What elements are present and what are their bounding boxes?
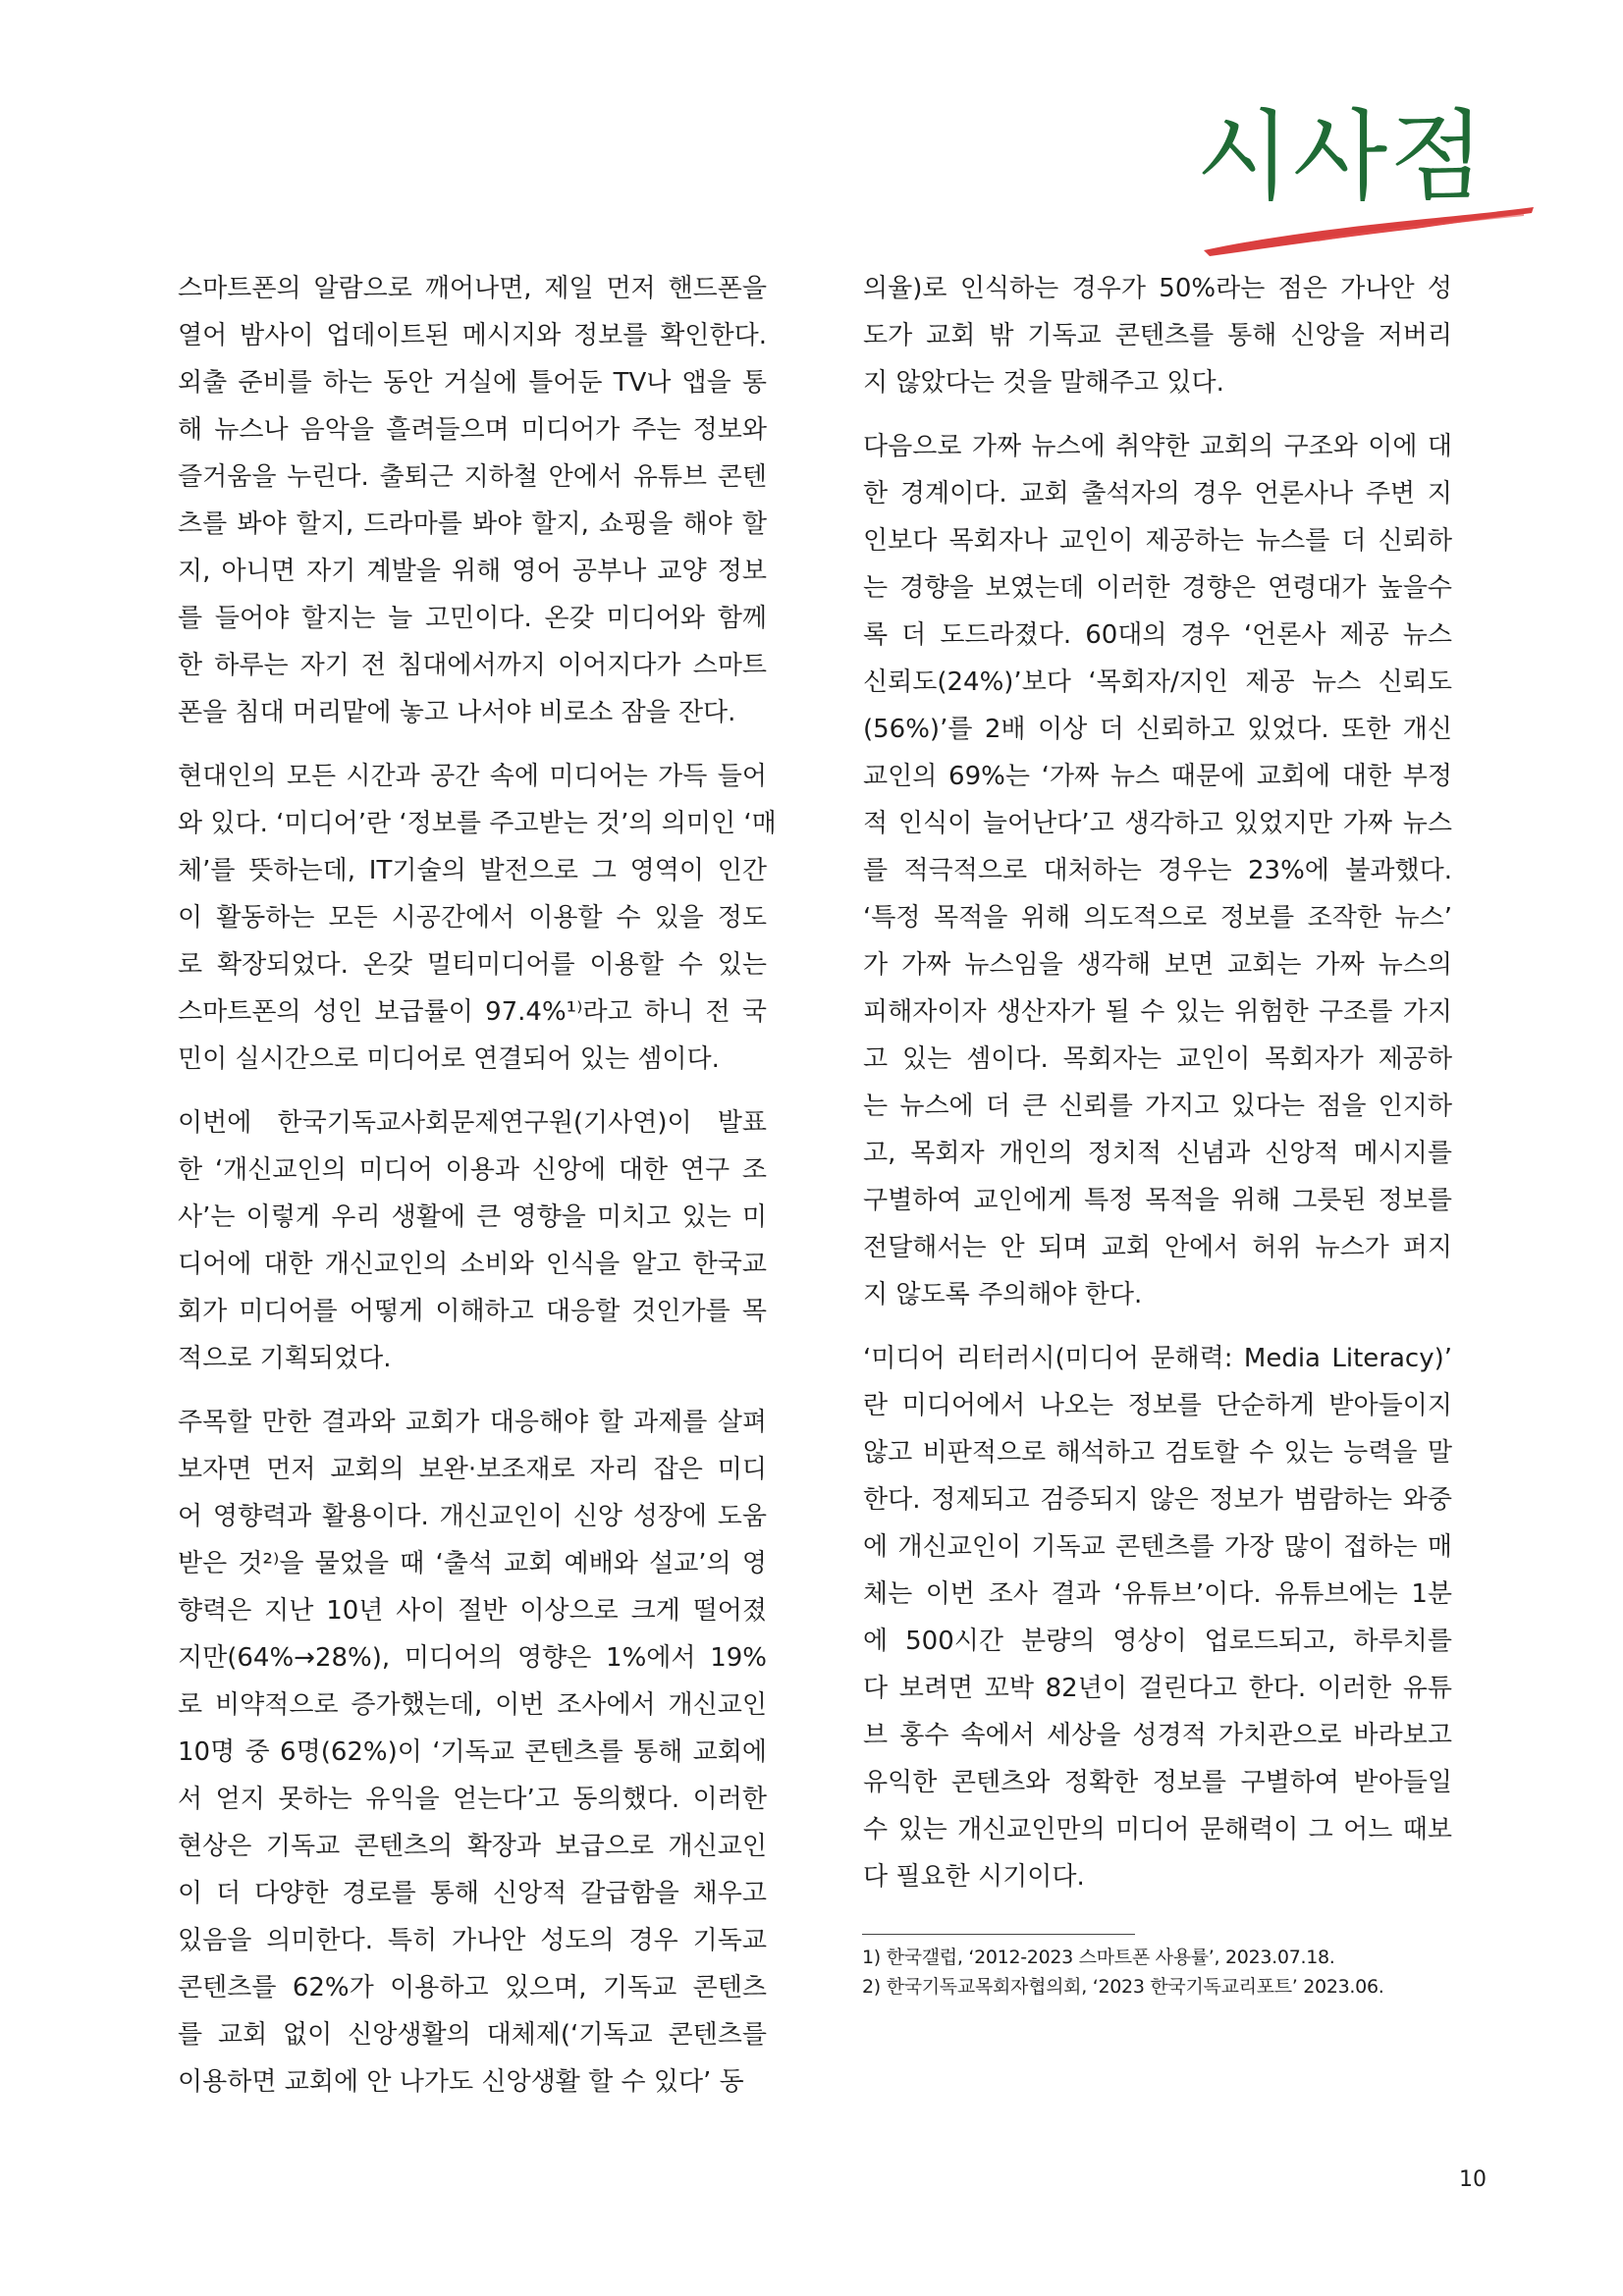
text-line: 를 교회 없이 신앙생활의 대체제(‘기독교 콘텐츠를: [178, 2020, 767, 2050]
text-line: 지 않도록 주의해야 한다.: [863, 1280, 1143, 1309]
right-paragraph: [863, 265, 1452, 406]
text-line: 이 더 다양한 경로를 통해 신앙적 갈급함을 채우고: [178, 1879, 767, 1908]
left-paragraph: [178, 1399, 767, 2106]
text-line: 향력은 지난 10년 사이 절반 이상으로 크게 떨어졌: [178, 1596, 767, 1626]
text-line: 스마트폰의 성인 보급률이 97.4%¹⁾라고 하니 전 국: [178, 997, 767, 1027]
text-line: 이 활동하는 모든 시공간에서 이용할 수 있을 정도: [178, 903, 767, 933]
text-line: 가 가짜 뉴스임을 생각해 보면 교회는 가짜 뉴스의: [863, 950, 1452, 980]
text-line: 적 인식이 늘어난다’고 생각하고 있었지만 가짜 뉴스: [863, 809, 1452, 838]
page-number: 10: [1459, 2167, 1487, 2192]
text-line: 고, 목회자 개인의 정치적 신념과 신앙적 메시지를: [863, 1139, 1452, 1168]
text-line: 다 보려면 꼬박 82년이 걸린다고 한다. 이러한 유튜: [863, 1674, 1452, 1703]
text-line: 체’를 뜻하는데, IT기술의 발전으로 그 영역이 인간: [178, 856, 767, 885]
footnote-2: 2) 한국기독교목회자협의회, ‘2023 한국기독교리포트’ 2023.06.: [862, 1976, 1384, 1998]
text-line: 해 뉴스나 음악을 흘려들으며 미디어가 주는 정보와: [178, 415, 767, 445]
text-line: 에 개신교인이 기독교 콘텐츠를 가장 많이 접하는 매: [863, 1532, 1452, 1562]
text-line: 로 비약적으로 증가했는데, 이번 조사에서 개신교인: [178, 1690, 767, 1720]
text-line: 를 들어야 할지는 늘 고민이다. 온갖 미디어와 함께: [178, 604, 767, 633]
text-line: 지 않았다는 것을 말해주고 있다.: [863, 368, 1224, 398]
text-line: 적으로 기획되었다.: [178, 1344, 392, 1373]
text-line: 한다. 정제되고 검증되지 않은 정보가 범람하는 와중: [863, 1485, 1452, 1515]
right-paragraph: [863, 1335, 1452, 1900]
text-line: 즐거움을 누린다. 출퇴근 지하철 안에서 유튜브 콘텐: [178, 462, 767, 492]
text-line: 어 영향력과 활용이다. 개신교인이 신앙 성장에 도움: [178, 1502, 767, 1531]
text-line: 는 뉴스에 더 큰 신뢰를 가지고 있다는 점을 인지하: [863, 1092, 1452, 1121]
text-line: 폰을 침대 머리맡에 놓고 나서야 비로소 잠을 잔다.: [178, 698, 736, 727]
text-line: 보자면 먼저 교회의 보완·보조재로 자리 잡은 미디: [178, 1455, 767, 1484]
left-paragraph: [178, 265, 767, 736]
text-line: 인보다 목회자나 교인이 제공하는 뉴스를 더 신뢰하: [863, 526, 1452, 556]
text-line: 이번에 한국기독교사회문제연구원(기사연)이 발표: [178, 1108, 767, 1138]
text-line: ‘미디어 리터러시(미디어 문해력: Media Literacy)’: [863, 1344, 1452, 1373]
text-line: 고 있는 셈이다. 목회자는 교인이 목회자가 제공하: [863, 1044, 1452, 1074]
text-line: 지, 아니면 자기 계발을 위해 영어 공부나 교양 정보: [178, 557, 767, 586]
text-line: 스마트폰의 알람으로 깨어나면, 제일 먼저 핸드폰을: [178, 274, 767, 303]
text-line: 있음을 의미한다. 특히 가나안 성도의 경우 기독교: [178, 1926, 767, 1955]
text-line: 구별하여 교인에게 특정 목적을 위해 그릇된 정보를: [863, 1186, 1452, 1215]
text-line: 콘텐츠를 62%가 이용하고 있으며, 기독교 콘텐츠: [178, 1973, 767, 2002]
text-line: 회가 미디어를 어떻게 이해하고 대응할 것인가를 목: [178, 1297, 767, 1326]
text-line: ‘특정 목적을 위해 의도적으로 정보를 조작한 뉴스’: [863, 903, 1452, 933]
text-line: 한 하루는 자기 전 침대에서까지 이어지다가 스마트: [178, 651, 767, 680]
text-line: 지만(64%→28%), 미디어의 영향은 1%에서 19%: [178, 1643, 767, 1673]
text-line: 디어에 대한 개신교인의 소비와 인식을 알고 한국교: [178, 1250, 767, 1279]
text-line: 외출 준비를 하는 동안 거실에 틀어둔 TV나 앱을 통: [178, 368, 767, 398]
text-line: 열어 밤사이 업데이트된 메시지와 정보를 확인한다.: [178, 321, 767, 350]
section-title: 시사점: [1196, 99, 1487, 214]
text-line: 란 미디어에서 나오는 정보를 단순하게 받아들이지: [863, 1391, 1452, 1420]
text-line: 를 적극적으로 대처하는 경우는 23%에 불과했다.: [863, 856, 1452, 885]
text-line: 는 경향을 보였는데 이러한 경향은 연령대가 높을수: [863, 573, 1452, 603]
text-line: 피해자이자 생산자가 될 수 있는 위험한 구조를 가지: [863, 997, 1452, 1027]
text-line: 현상은 기독교 콘텐츠의 확장과 보급으로 개신교인: [178, 1832, 767, 1861]
text-line: 교인의 69%는 ‘가짜 뉴스 때문에 교회에 대한 부정: [863, 762, 1452, 791]
text-line: (56%)’를 2배 이상 더 신뢰하고 있었다. 또한 개신: [863, 715, 1452, 744]
text-line: 도가 교회 밖 기독교 콘텐츠를 통해 신앙을 저버리: [863, 321, 1452, 350]
text-line: 않고 비판적으로 해석하고 검토할 수 있는 능력을 말: [863, 1438, 1452, 1468]
text-line: 와 있다. ‘미디어’란 ‘정보를 주고받는 것’의 의미인 ‘매: [178, 809, 777, 838]
text-line: 에 500시간 분량의 영상이 업로드되고, 하루치를: [863, 1627, 1452, 1656]
text-line: 신뢰도(24%)’보다 ‘목회자/지인 제공 뉴스 신뢰도: [863, 667, 1452, 697]
left-paragraph: [178, 753, 777, 1083]
text-line: 의율)로 인식하는 경우가 50%라는 점은 가나안 성: [863, 274, 1452, 303]
footnotes: [862, 1934, 1471, 2002]
footnote-1: 1) 한국갤럽, ‘2012-2023 스마트폰 사용률’, 2023.07.18.: [862, 1947, 1335, 1968]
text-line: 츠를 봐야 할지, 드라마를 봐야 할지, 쇼핑을 해야 할: [178, 509, 767, 539]
text-line: 다 필요한 시기이다.: [863, 1862, 1085, 1892]
text-line: 이용하면 교회에 안 나가도 신앙생활 할 수 있다’ 동: [178, 2067, 744, 2097]
left-paragraph: [178, 1099, 767, 1382]
text-line: 한 경계이다. 교회 출석자의 경우 언론사나 주변 지: [863, 479, 1452, 508]
text-line: 록 더 도드라졌다. 60대의 경우 ‘언론사 제공 뉴스: [863, 620, 1452, 650]
footnote-divider: [862, 1934, 1135, 1935]
text-line: 10명 중 6명(62%)이 ‘기독교 콘텐츠를 통해 교회에: [178, 1737, 767, 1767]
text-line: 수 있는 개신교인만의 미디어 문해력이 그 어느 때보: [863, 1815, 1452, 1844]
right-paragraph: [863, 423, 1452, 1318]
left-column: [178, 265, 777, 2122]
text-line: 주목할 만한 결과와 교회가 대응해야 할 과제를 살펴: [178, 1408, 767, 1437]
text-line: 유익한 콘텐츠와 정확한 정보를 구별하여 받아들일: [863, 1768, 1452, 1797]
text-line: 체는 이번 조사 결과 ‘유튜브’이다. 유튜브에는 1분: [863, 1579, 1452, 1609]
text-line: 다음으로 가짜 뉴스에 취약한 교회의 구조와 이에 대: [863, 432, 1452, 461]
right-column: [863, 265, 1452, 1917]
text-line: 로 확장되었다. 온갖 멀티미디어를 이용할 수 있는: [178, 950, 767, 980]
text-line: 받은 것²⁾을 물었을 때 ‘출석 교회 예배와 설교’의 영: [178, 1549, 767, 1578]
text-line: 민이 실시간으로 미디어로 연결되어 있는 셈이다.: [178, 1044, 720, 1074]
text-line: 사’는 이렇게 우리 생활에 큰 영향을 미치고 있는 미: [178, 1202, 767, 1232]
brush-stroke-main: [1204, 207, 1534, 256]
brush-stroke-decoration: [1200, 201, 1539, 260]
text-line: 한 ‘개신교인의 미디어 이용과 신앙에 대한 연구 조: [178, 1155, 767, 1185]
text-line: 서 얻지 못하는 유익을 얻는다’고 동의했다. 이러한: [178, 1785, 767, 1814]
text-line: 브 홍수 속에서 세상을 성경적 가치관으로 바라보고: [863, 1721, 1452, 1750]
text-line: 현대인의 모든 시간과 공간 속에 미디어는 가득 들어: [178, 762, 767, 791]
text-line: 전달해서는 안 되며 교회 안에서 허위 뉴스가 퍼지: [863, 1233, 1452, 1262]
